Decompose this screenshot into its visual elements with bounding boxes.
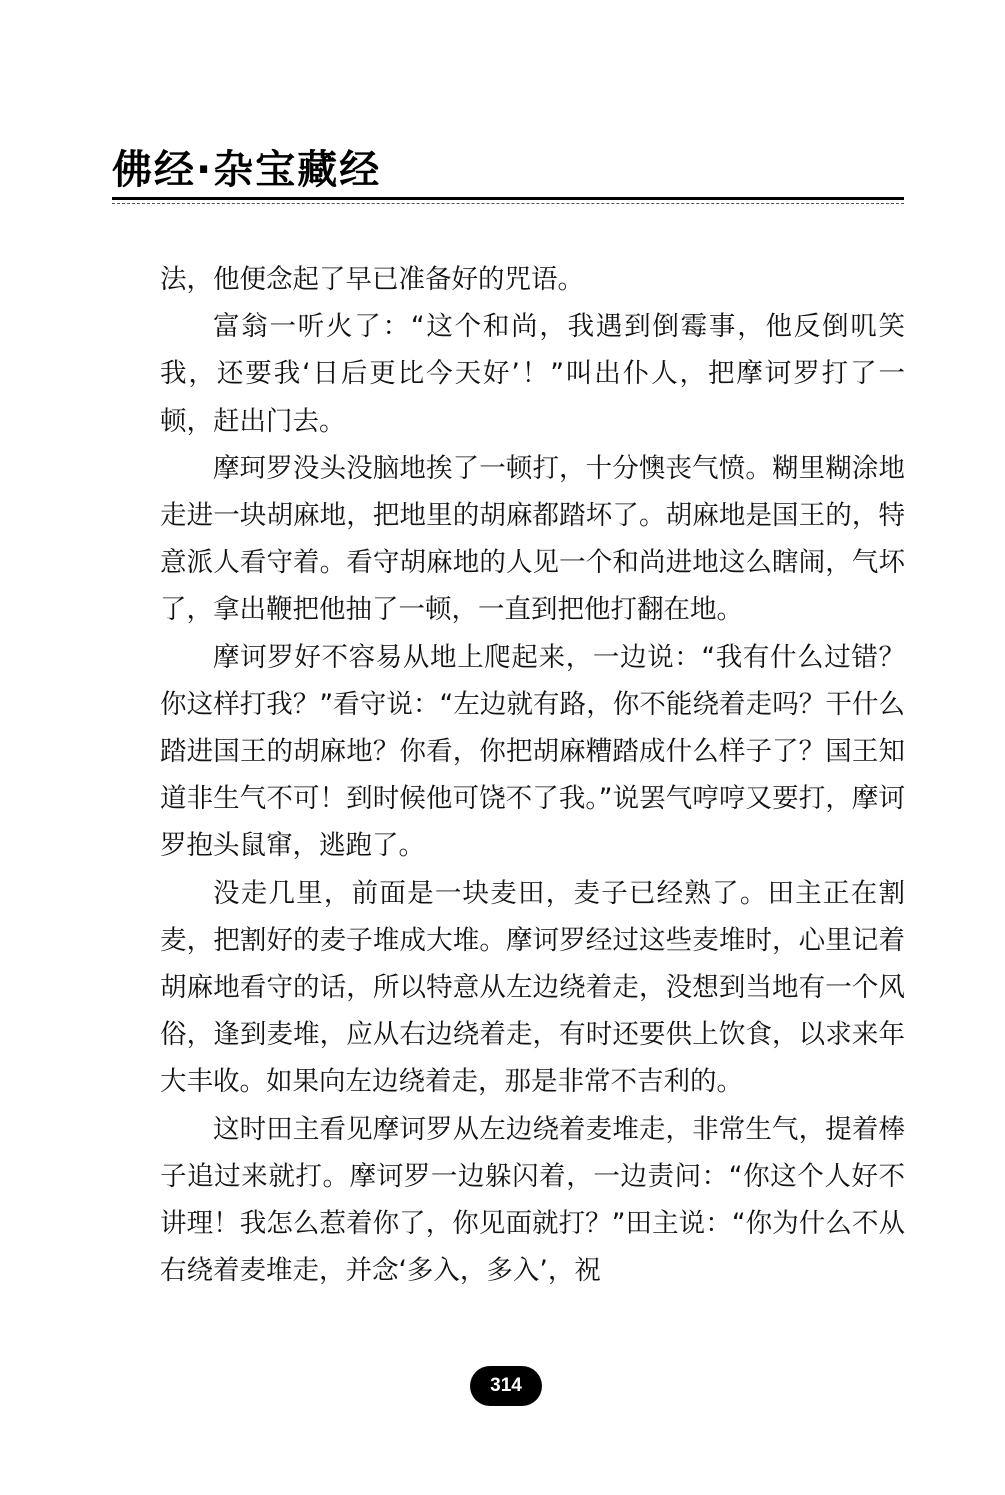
paragraph: 法，他便念起了早已准备好的咒语。 (160, 264, 584, 295)
page-number: 314 (470, 1366, 542, 1406)
paragraph: 摩珂罗没头没脑地挨了一顿打，十分懊丧气愤。糊里糊涂地走进一块胡麻地，把地里的胡麻都踏坏了。胡麻地是国王的，特意派人看守着。看守胡麻地的人见一个和尚进地这么瞎闹，气坏了，拿出鞭把他抽了一顿，一直到把他打翻在地。 (160, 452, 905, 626)
header-rule-dashed (112, 203, 904, 204)
body-text (160, 256, 905, 1294)
paragraph: 富翁一听火了：“这个和尚，我遇到倒霉事，他反倒叽笑我，还要我‘日后更比今天好’！”叫出仆人，把摩诃罗打了一顿，赶出门去。 (160, 311, 905, 437)
header-rule (112, 197, 904, 200)
page-header-title: 佛经·杂宝藏经 (112, 147, 382, 193)
paragraph: 没走几里，前面是一块麦田，麦子已经熟了。田主正在割麦，把割好的麦子堆成大堆。摩诃罗经过这些麦堆时，心里记着胡麻地看守的话，所以特意从左边绕着走，没想到当地有一个风俗，逢到麦堆，应从右边绕着走，有时还要供上饮食，以求来年大丰收。如果向左边绕着走，那是非常不吉利的。 (160, 877, 905, 1098)
paragraph: 这时田主看见摩诃罗从左边绕着麦堆走，非常生气，提着棒子追过来就打。摩诃罗一边躲闪着，一边责问：“你这个人好不讲理！我怎么惹着你了，你见面就打？”田主说：“你为什么不从右绕着麦堆走，并念‘多入，多入’，祝 (160, 1113, 905, 1287)
paragraph: 摩诃罗好不容易从地上爬起来，一边说：“我有什么过错？你这样打我？”看守说：“左边就有路，你不能绕着走吗？干什么踏进国王的胡麻地？你看，你把胡麻糟踏成什么样子了？国王知道非生气不可！到时候他可饶不了我。”说罢气哼哼又要打，摩诃罗抱头鼠窜，逃跑了。 (160, 641, 905, 862)
